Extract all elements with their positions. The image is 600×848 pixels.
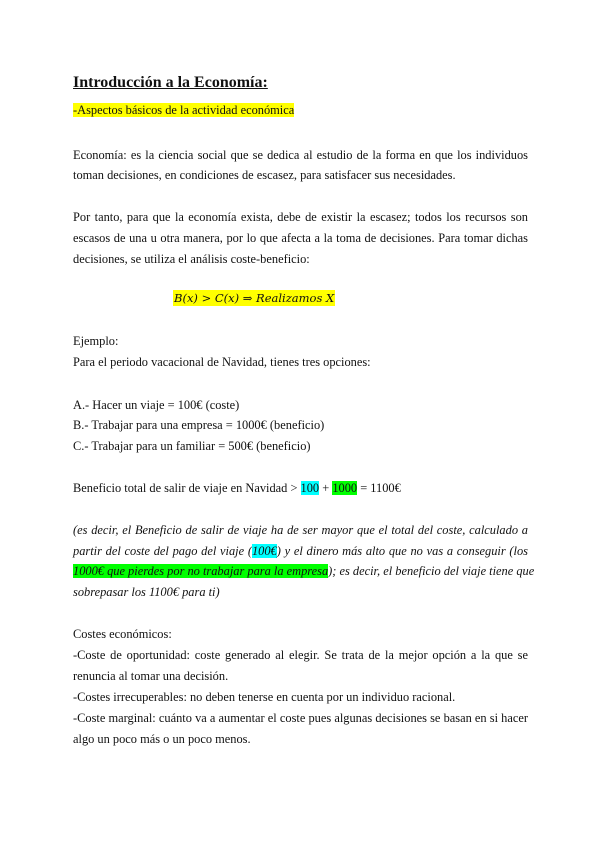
- marginal-cost-line-1: -Coste marginal: cuánto va a aumentar el coste pues algunas decisiones se basan en si hacer: [73, 711, 528, 725]
- total-plus: +: [319, 481, 333, 495]
- sunk-costs: -Costes irrecuperables: no deben tenerse en cuenta por un individuo racional.: [73, 690, 456, 704]
- note-line-2-post: ) y el dinero más alto que no vas a conseguir (los: [276, 544, 528, 558]
- total-benefit: [73, 481, 401, 496]
- definition-line-2: toman decisiones, en condiciones de escasez, para satisfacer sus necesidades.: [73, 168, 456, 182]
- note-line-1: (es decir, el Beneficio de salir de viaje ha de ser mayor que el total del coste, calculado a: [73, 523, 528, 537]
- example-heading: Ejemplo:: [73, 334, 119, 348]
- example-intro: Para el periodo vacacional de Navidad, tienes tres opciones:: [73, 355, 371, 369]
- definition-line-1: Economía: es la ciencia social que se dedica al estudio de la forma en que los individuos: [73, 148, 528, 162]
- page-title: Introducción a la Economía:: [73, 74, 268, 91]
- note-line-2-pre: partir del coste del pago del viaje (: [73, 544, 252, 558]
- option-b: B.- Trabajar para una empresa = 1000€ (beneficio): [73, 418, 325, 432]
- costs-heading: Costes económicos:: [73, 627, 172, 641]
- option-c: C.- Trabajar para un familiar = 500€ (beneficio): [73, 439, 311, 453]
- total-suffix: = 1100€: [357, 481, 401, 495]
- note-line-2: [73, 544, 528, 559]
- scarcity-line-1: Por tanto, para que la economía exista, debe de existir la escasez; todos los recursos son: [73, 210, 528, 224]
- marginal-cost-line-2: algo un poco más o un poco menos.: [73, 732, 251, 746]
- option-a: A.- Hacer un viaje = 100€ (coste): [73, 398, 240, 412]
- subtitle-highlight: -Aspectos básicos de la actividad económica: [73, 103, 295, 117]
- opportunity-cost-line-2: renuncia al tomar una decisión.: [73, 669, 229, 683]
- opportunity-cost-line-1: -Coste de oportunidad: coste generado al elegir. Se trata de la mejor opción a la que se: [73, 648, 528, 662]
- note-line-3: [73, 564, 535, 579]
- cost-benefit-formula: B(x) > C(x) ⇒ Realizamos X: [174, 291, 335, 305]
- total-prefix: Beneficio total de salir de viaje en Navidad >: [73, 481, 301, 495]
- scarcity-line-2: escasos de una u otra manera, por lo que afecta a la toma de decisiones. Para tomar dichas: [73, 231, 528, 245]
- total-value-1000: 1000: [332, 481, 358, 495]
- note-highlight-1000: 1000€ que pierdes por no trabajar para la empresa: [73, 564, 329, 578]
- total-value-100: 100: [300, 481, 320, 495]
- scarcity-line-3: decisiones, se utiliza el análisis coste-beneficio:: [73, 252, 310, 266]
- note-line-4: sobrepasar los 1100€ para ti): [73, 585, 220, 599]
- subtitle: [73, 103, 294, 118]
- note-highlight-100: 100€: [251, 544, 277, 558]
- note-line-3-post: ); es decir, el beneficio del viaje tiene que: [328, 564, 535, 578]
